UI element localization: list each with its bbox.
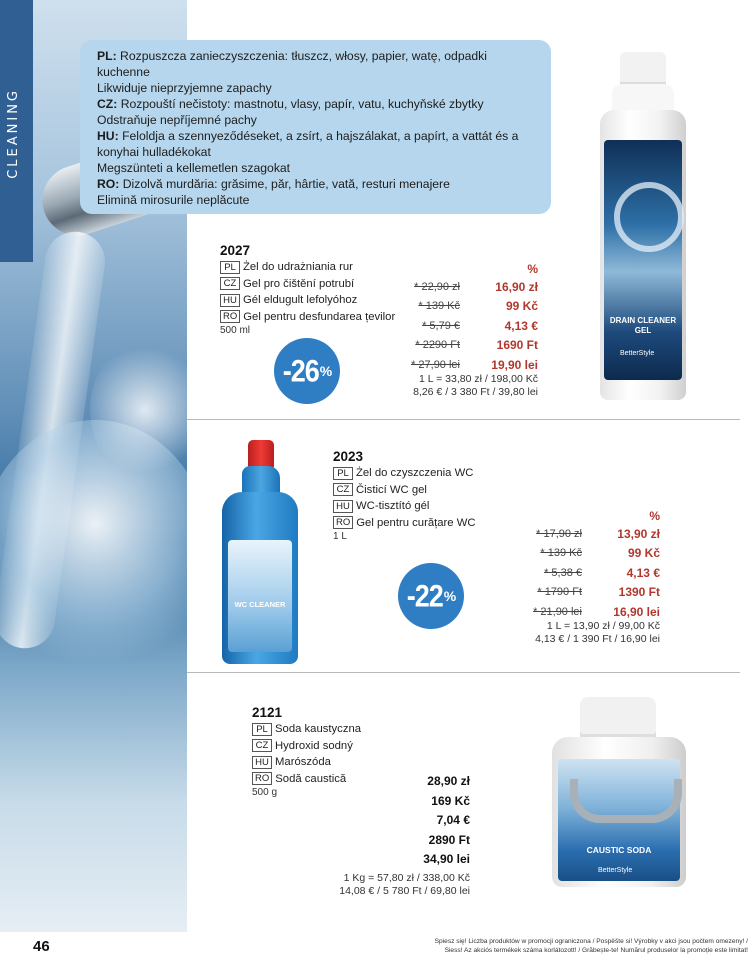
brand-logo: BetterStyle (598, 867, 633, 874)
product-name: Soda kaustyczna (275, 723, 362, 735)
info-ro: RO: Dizolvă murdăria: grăsime, păr, hârtie, vată, resturi menajere (97, 177, 450, 191)
footer-line: Siess! Az akciós termékek száma korlátozott! / Grăbește-te! Numărul produselor la promoție este limitat! (444, 947, 748, 954)
unit-price-line: 14,08 € / 5 780 Ft / 69,80 lei (339, 885, 470, 897)
new-price: 16,90 lei (613, 604, 660, 619)
footer-line: Spiesz się! Liczba produktów w promocji ograniczona / Pospěšte si! Výrobky v akci jsou počtem omezeny! / (434, 938, 748, 945)
product-code: 2027 (220, 243, 251, 258)
product-code: 2023 (333, 449, 364, 464)
product-name: Marószóda (275, 756, 331, 768)
price: 34,90 lei (423, 852, 470, 866)
lang-code: HU (252, 756, 272, 769)
price: 169 Kč (431, 793, 470, 808)
bottle-label-text: WC CLEANER (234, 600, 286, 609)
info-hu-2: Megszünteti a kellemetlen szagokat (97, 161, 291, 175)
product-name: Gel pentru curățare WC (356, 516, 476, 529)
new-price: 4,13 € (504, 318, 538, 333)
new-price: 1690 Ft (496, 338, 538, 353)
new-price: 16,90 zł (495, 279, 538, 294)
product-name: Żel do czyszczenia WC (356, 467, 474, 479)
divider (187, 419, 740, 420)
new-price: 99 Kč (627, 546, 660, 561)
product-name: Čisticí WC gel (356, 483, 427, 496)
info-box (80, 40, 551, 214)
unit-price-line: 8,26 € / 3 380 Ft / 39,80 lei (413, 386, 538, 398)
page-number: 46 (33, 938, 50, 955)
new-price: 1390 Ft (618, 585, 660, 600)
discount-badge: -22 % (398, 563, 464, 629)
new-price: 13,90 zł (617, 526, 660, 541)
old-price: * 139 Kč (418, 300, 460, 313)
old-price: * 27,90 lei (411, 358, 460, 371)
product-name: Gel pro čištění potrubí (243, 277, 355, 290)
unit-price-line: 1 L = 33,80 zł / 198,00 Kč (419, 373, 538, 385)
lang-code: CZ (252, 739, 272, 752)
lang-code: PL (220, 261, 240, 274)
product-names (252, 721, 361, 787)
product-names (333, 465, 476, 531)
wc-cleaner-bottle (222, 440, 298, 664)
product-size: 500 ml (220, 325, 251, 336)
product-name: Gel pentru desfundarea țevilor (243, 310, 396, 323)
bottle-label-text: DRAIN CLEANER GEL (609, 316, 677, 335)
product-name: WC-tisztító gél (356, 500, 430, 512)
info-cz: CZ: Rozpouští nečistoty: mastnotu, vlasy, papír, vatu, kuchyňské zbytky (97, 97, 484, 111)
info-pl-2: Likwiduje nieprzyjemne zapachy (97, 81, 272, 95)
lang-code: CZ (333, 483, 353, 496)
drain-cleaner-bottle (600, 52, 686, 402)
lang-code: HU (333, 500, 353, 513)
unit-price-line: 1 L = 13,90 zł / 99,00 Kč (546, 620, 660, 632)
new-price: 99 Kč (505, 299, 538, 314)
price: 28,90 zł (427, 774, 470, 788)
old-price: * 139 Kč (540, 547, 582, 560)
brand-logo: BetterStyle (620, 350, 655, 357)
lang-code: RO (333, 516, 353, 529)
info-cz-2: Odstraňuje nepříjemné pachy (97, 113, 257, 127)
product-name: Gél eldugult lefolyóhoz (243, 294, 358, 306)
section-label: CLEANING (6, 88, 21, 179)
unit-price (380, 373, 538, 399)
info-hu: HU: Feloldja a szennyeződéseket, a zsírt, a hajszálakat, a papírt, a vattát és a konyhai hulladékokat (97, 129, 519, 159)
old-price: * 17,90 zł (536, 527, 582, 540)
info-ro-2: Elimină mirosurile neplăcute (97, 193, 250, 207)
price-list (500, 509, 660, 622)
new-price: 4,13 € (626, 565, 660, 580)
old-price: * 22,90 zł (414, 280, 460, 293)
lang-code: PL (333, 467, 353, 480)
lang-code: RO (252, 772, 272, 785)
unit-price-line: 4,13 € / 1 390 Ft / 16,90 lei (535, 633, 660, 645)
old-price: * 5,38 € (544, 566, 582, 579)
product-size: 500 g (252, 787, 278, 798)
price-list (390, 772, 470, 870)
product-name: Sodă caustică (275, 772, 347, 785)
lang-code: HU (220, 294, 240, 307)
price: 7,04 € (436, 813, 470, 827)
unit-price (500, 620, 660, 646)
product-size: 1 L (333, 531, 347, 542)
unit-price-line: 1 Kg = 57,80 zł / 338,00 Kč (343, 872, 470, 884)
bottle-label-text: CAUSTIC SODA (586, 845, 652, 855)
discount-badge: -26 % (274, 338, 340, 404)
footer-note (388, 937, 748, 955)
unit-price (300, 872, 470, 898)
old-price: * 2290 Ft (415, 339, 460, 352)
percent-header: % (649, 509, 660, 523)
product-name: Hydroxid sodný (275, 739, 353, 752)
product-code: 2121 (252, 705, 283, 720)
old-price: * 21,90 lei (533, 605, 582, 618)
divider (187, 672, 740, 673)
percent-header: % (527, 262, 538, 276)
caustic-soda-container (552, 697, 686, 889)
info-pl: PL: Rozpuszcza zanieczyszczenia: tłuszcz, włosy, papier, watę, odpadki kuchenne (97, 49, 487, 79)
old-price: * 1790 Ft (537, 586, 582, 599)
old-price: * 5,79 € (422, 319, 460, 332)
product-names (220, 259, 395, 325)
product-name: Żel do udrażniania rur (243, 261, 353, 273)
lang-code: CZ (220, 277, 240, 290)
lang-code: PL (252, 723, 272, 736)
price: 2890 Ft (428, 832, 470, 847)
lang-code: RO (220, 310, 240, 323)
price-list (380, 262, 538, 375)
new-price: 19,90 lei (491, 357, 538, 372)
